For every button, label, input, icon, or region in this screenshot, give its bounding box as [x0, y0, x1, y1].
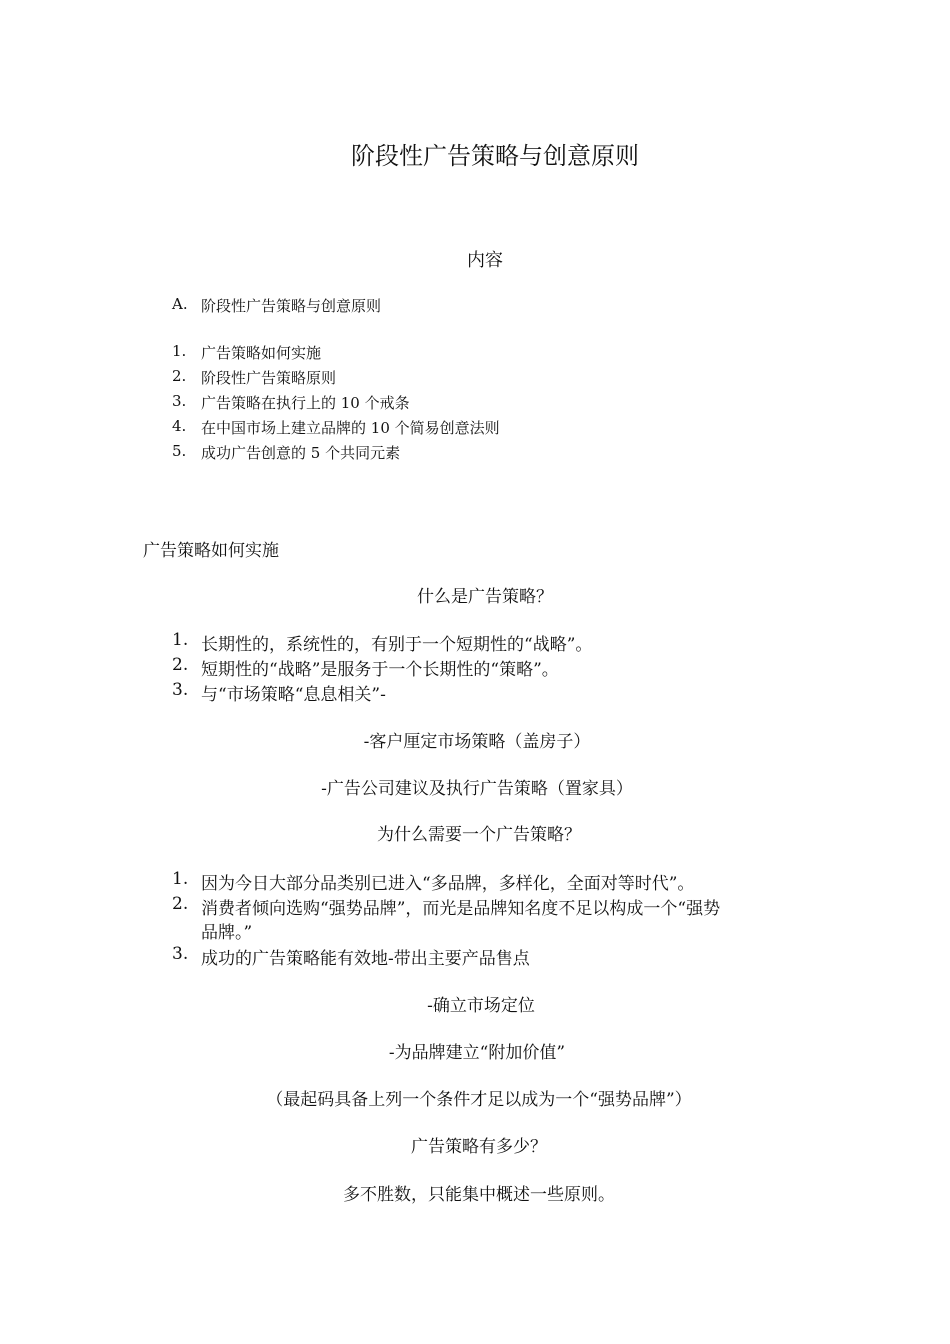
toc-item: 阶段性广告策略原则: [201, 369, 337, 387]
list-item: 长期性的，系统性的，有别于一个短期性的“战略”。: [201, 635, 593, 655]
question-heading: 广告策略有多少？: [411, 1137, 547, 1157]
list-marker: 2.: [172, 655, 189, 675]
list-marker: 3.: [172, 680, 189, 700]
list-item-continuation: 品牌。”: [201, 923, 253, 943]
sub-point: -确立市场定位: [427, 996, 535, 1016]
toc-item-marker: 1.: [172, 342, 187, 360]
toc-item: 成功广告创意的 5 个共同元素: [201, 444, 401, 462]
question-heading: 什么是广告策略？: [417, 587, 553, 607]
answer-text: 多不胜数，只能集中概述一些原则。: [343, 1185, 615, 1205]
sub-point: -广告公司建议及执行广告策略（置家具）: [321, 779, 633, 799]
note: （最起码具备上列一个条件才足以成为一个“强势品牌”）: [266, 1090, 692, 1110]
list-item: 与“市场策略“息息相关”-: [201, 685, 386, 705]
toc-section-text: 阶段性广告策略与创意原则: [201, 297, 382, 315]
question-heading: 为什么需要一个广告策略？: [377, 825, 581, 845]
list-item: 因为今日大部分品类别已进入“多品牌，多样化，全面对等时代”。: [201, 874, 695, 894]
toc-item: 广告策略在执行上的 10 个戒条: [201, 394, 410, 412]
document-title: 阶段性广告策略与创意原则: [351, 142, 639, 170]
toc-item-marker: 5.: [172, 442, 187, 460]
toc-item: 广告策略如何实施: [201, 344, 322, 362]
list-marker: 1.: [172, 869, 189, 889]
sub-point: -为品牌建立“附加价值”: [388, 1043, 566, 1063]
list-item: 短期性的“战略”是服务于一个长期性的“策略”。: [201, 660, 559, 680]
toc-item-marker: 4.: [172, 417, 187, 435]
toc-item-marker: 2.: [172, 367, 187, 385]
list-item: 消费者倾向选购“强势品牌”，而光是品牌知名度不足以构成一个“强势: [201, 899, 721, 919]
list-marker: 1.: [172, 630, 189, 650]
list-item: 成功的广告策略能有效地-带出主要产品售点: [201, 949, 530, 969]
toc-item: 在中国市场上建立品牌的 10 个简易创意法则: [201, 419, 500, 437]
toc-section-marker: A.: [172, 295, 188, 313]
toc-heading: 内容: [467, 250, 503, 271]
toc-item-marker: 3.: [172, 392, 187, 410]
list-marker: 3.: [172, 944, 189, 964]
list-marker: 2.: [172, 894, 189, 914]
section-heading: 广告策略如何实施: [143, 541, 279, 561]
sub-point: -客户厘定市场策略（盖房子）: [363, 732, 591, 752]
